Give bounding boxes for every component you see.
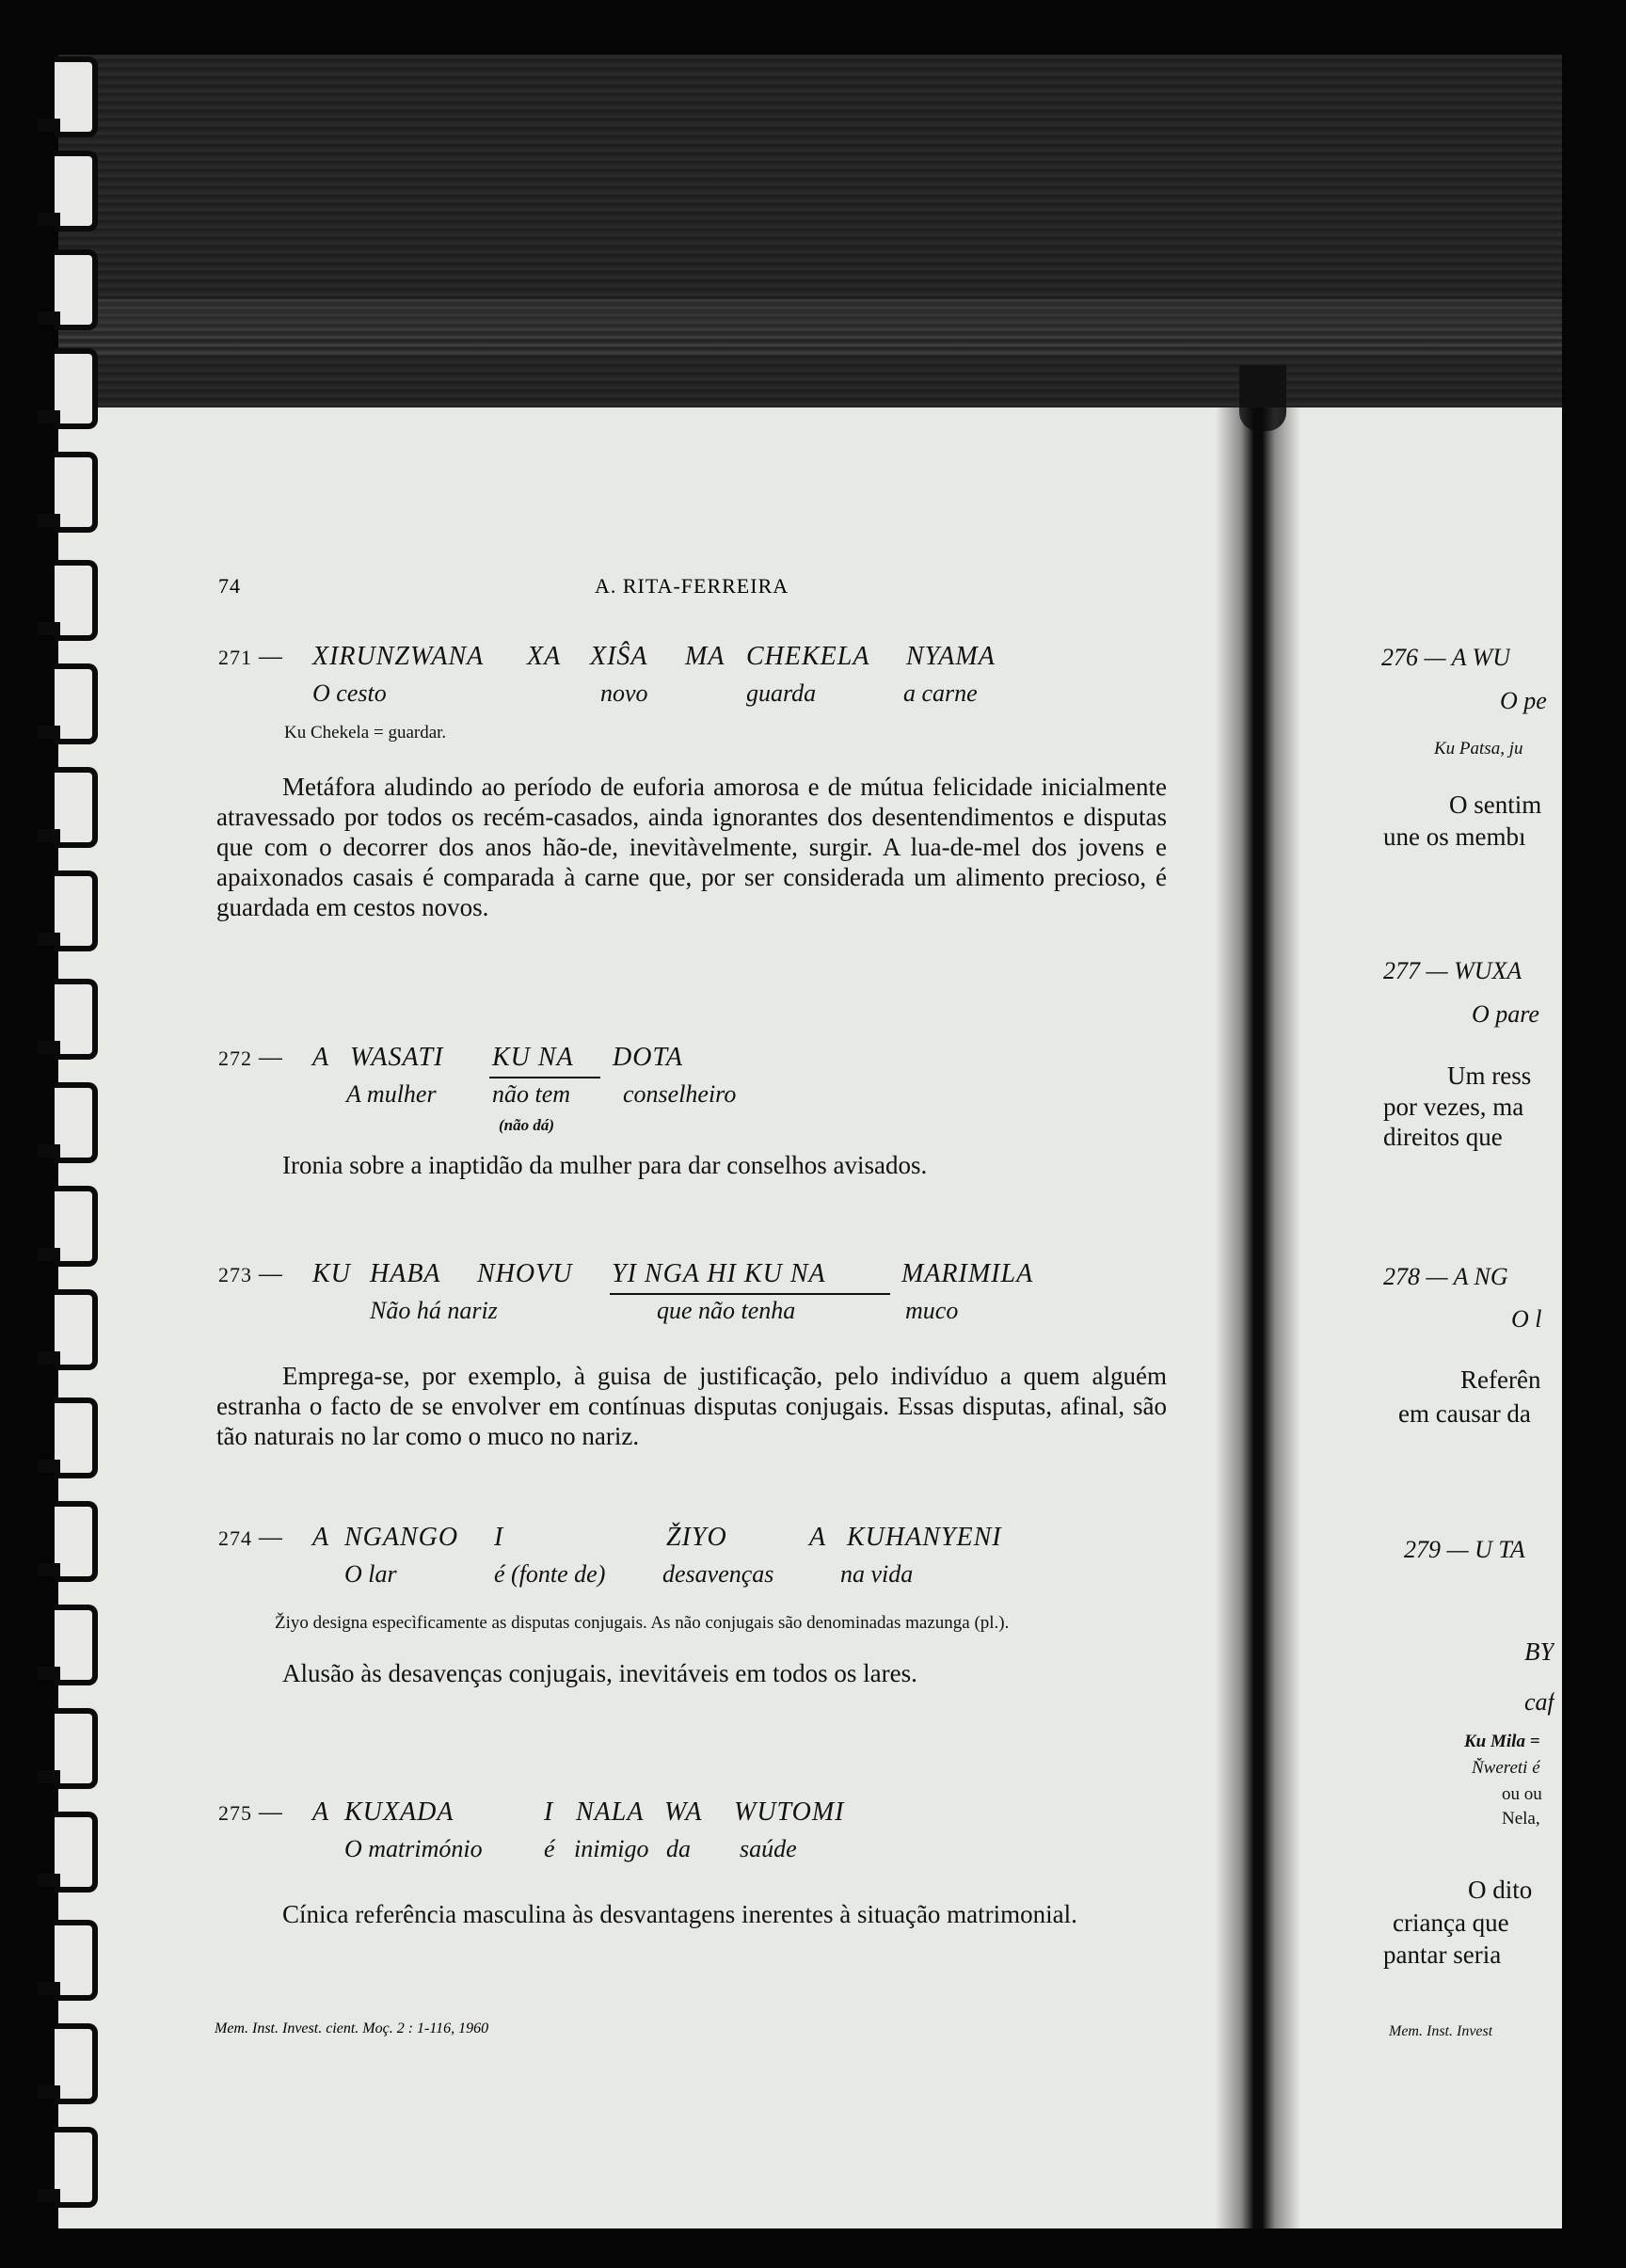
- gloss-word: O matrimónio: [344, 1835, 483, 1862]
- binding-ring: [55, 151, 98, 232]
- title-word: CHEKELA: [746, 642, 870, 671]
- title-word: I: [544, 1797, 554, 1827]
- title-word: XIRUNZWANA: [312, 642, 485, 671]
- gloss-word: desavenças: [662, 1560, 774, 1588]
- proverb-note: Ku Chekela = guardar.: [284, 723, 447, 743]
- title-word: YI NGA HI KU NA: [612, 1259, 826, 1288]
- proverb-explanation: Emprega-se, por exemplo, à guisa de justificação, pelo indivíduo a quem alguém estranha o facto de se envolver em contínuas disputas conjugais. Essas disputas, afinal, são tão naturais no lar como o muco no nariz.: [216, 1362, 1167, 1450]
- binding-ring: [55, 1605, 98, 1685]
- fragment: caf: [1524, 1688, 1554, 1716]
- fragment: em causar da: [1398, 1399, 1531, 1428]
- title-underline: [489, 1077, 600, 1078]
- gloss-word: guarda: [746, 679, 817, 707]
- proverb-title: 271 — XIRUNZWANA XA XIŜA MA CHEKELA NYAMA: [218, 642, 996, 671]
- spiral-binding: [38, 38, 96, 2240]
- binding-ring: [55, 56, 98, 137]
- gloss-word: é (fonte de): [494, 1560, 606, 1588]
- title-word: WASATI: [350, 1043, 444, 1072]
- fragment: 276 — A WU: [1381, 644, 1510, 671]
- gloss-word: inimigo: [574, 1835, 649, 1862]
- binding-ring: [55, 767, 98, 848]
- fragment: Ňwereti é: [1472, 1758, 1540, 1778]
- proverb-number: 271: [218, 646, 252, 669]
- running-head-author: A. RITA-FERREIRA: [595, 574, 789, 598]
- gloss-word: que não tenha: [657, 1297, 796, 1324]
- fragment: Referên: [1460, 1366, 1541, 1394]
- gloss-word: da: [666, 1835, 691, 1862]
- title-word: DOTA: [613, 1043, 684, 1072]
- proverb-title: 274 — A NGANGO I ŽIYO A KUHANYENI: [218, 1523, 1002, 1552]
- proverb-entry-275: [216, 1797, 1167, 1929]
- proverb-number: 272: [218, 1046, 252, 1070]
- binding-ring: [55, 663, 98, 744]
- fragment: 279 — U TA: [1404, 1536, 1525, 1563]
- book-gutter: [1216, 407, 1300, 2228]
- binding-ring: [55, 1708, 98, 1789]
- binding-ring: [55, 1812, 98, 1893]
- title-word: WUTOMI: [734, 1797, 845, 1827]
- proverb-entry-272: [216, 1043, 1167, 1180]
- binding-ring: [55, 979, 98, 1060]
- gloss-word: muco: [905, 1297, 959, 1324]
- fragment: 277 — WUXA: [1383, 957, 1522, 984]
- proverb-explanation: Alusão às desavenças conjugais, inevitáveis em todos os lares.: [282, 1659, 917, 1687]
- gloss-word: O lar: [344, 1560, 397, 1588]
- fragment: Mem. Inst. Invest: [1389, 2023, 1493, 2039]
- proverb-entry-274: [216, 1523, 1169, 1688]
- gloss-word: novo: [600, 679, 648, 707]
- fragment: BY: [1524, 1637, 1554, 1666]
- binding-ring: [55, 1398, 98, 1478]
- gloss-word: saúde: [740, 1835, 797, 1862]
- binding-ring: [55, 2127, 98, 2208]
- title-word: KUXADA: [344, 1797, 454, 1827]
- fragment: O pe: [1500, 687, 1547, 714]
- gloss-word: a carne: [903, 679, 978, 707]
- proverb-gloss: [216, 1560, 1169, 1596]
- binding-ring: [55, 1501, 98, 1582]
- title-word: A: [312, 1797, 330, 1827]
- proverb-gloss: [216, 1080, 1167, 1116]
- binding-ring: [55, 2023, 98, 2104]
- fragment: O pare: [1472, 1000, 1539, 1028]
- title-word: NHOVU: [477, 1259, 573, 1288]
- title-word: NYAMA: [906, 642, 996, 671]
- title-word: WA: [664, 1797, 703, 1827]
- proverb-entry-273: [216, 1259, 1167, 1451]
- fragment: direitos que: [1383, 1123, 1503, 1151]
- page-footer: Mem. Inst. Invest. cient. Moç. 2 : 1-116, 1960: [215, 2020, 489, 2036]
- title-word: HABA: [370, 1259, 441, 1288]
- fragment: Ku Mila =: [1464, 1732, 1540, 1751]
- page-number: 74: [218, 574, 241, 598]
- gloss-word: Não há nariz: [370, 1297, 498, 1324]
- binding-ring: [55, 1186, 98, 1267]
- binding-ring: [55, 870, 98, 951]
- gloss-word: conselheiro: [623, 1080, 737, 1108]
- binding-ring: [55, 560, 98, 641]
- proverb-note: Žiyo designa especìficamente as disputas conjugais. As não conjugais são denominadas mazunga (pl.).: [275, 1613, 1010, 1633]
- fragment: por vezes, ma: [1383, 1093, 1524, 1121]
- gloss-word: O cesto: [312, 679, 387, 707]
- gloss-word: não tem: [492, 1080, 571, 1108]
- binding-ring: [55, 249, 98, 330]
- gloss-word: A mulher: [346, 1080, 437, 1108]
- title-word: I: [494, 1523, 504, 1552]
- proverb-explanation: Cínica referência masculina às desvantagens inerentes à situação matrimonial.: [282, 1900, 1077, 1928]
- dark-scan-band: [58, 55, 1562, 407]
- proverb-explanation: Metáfora aludindo ao período de euforia amorosa e de mútua felicidade inicialmente atravessado por todos os recém-casados, ainda ignorantes dos desentendimentos e disputas que com o decorrer dos anos hão-de, inevitàvelmente, surgir. A lua-de-mel dos jovens e apaixonados casais é comparada à carne que, por ser considerada um alimento precioso, é guardada em cestos novos.: [216, 773, 1167, 921]
- proverb-number: 275: [218, 1801, 252, 1825]
- fragment: O l: [1511, 1305, 1542, 1333]
- fragment: criança que: [1393, 1909, 1509, 1937]
- fragment: O sentim: [1449, 791, 1542, 819]
- fragment: O dito: [1468, 1876, 1533, 1904]
- title-word: A: [312, 1043, 330, 1072]
- fragment: pantar seria: [1383, 1941, 1502, 1969]
- fragment: Nela,: [1502, 1809, 1540, 1829]
- fragment: ou ou: [1502, 1784, 1542, 1804]
- proverb-entry-271: [216, 642, 1167, 922]
- binding-ring: [55, 1082, 98, 1163]
- title-word: KU: [312, 1259, 351, 1288]
- proverb-gloss: [216, 1835, 1167, 1871]
- fragment: une os membı: [1383, 823, 1526, 851]
- proverb-title: 275 — A KUXADA I NALA WA WUTOMI: [218, 1797, 845, 1827]
- gloss-word: é: [544, 1835, 555, 1862]
- title-word: XIŜA: [590, 642, 648, 671]
- fragment: Ku Patsa, ju: [1434, 739, 1523, 759]
- title-word: NGANGO: [344, 1523, 459, 1552]
- proverb-gloss: [216, 1297, 1167, 1333]
- title-word: ŽIYO: [666, 1523, 727, 1552]
- title-underline: [610, 1293, 890, 1295]
- binding-ring: [55, 1289, 98, 1370]
- title-word: A: [809, 1523, 827, 1552]
- proverb-explanation: Ironia sobre a inaptidão da mulher para dar conselhos avisados.: [282, 1151, 928, 1179]
- title-word: XA: [527, 642, 562, 671]
- title-word: NALA: [576, 1797, 645, 1827]
- gloss-subnote: (não dá): [499, 1116, 555, 1134]
- facing-page-fragments: [1381, 0, 1560, 2268]
- title-word: MA: [685, 642, 725, 671]
- proverb-title: 272 — A WASATI KU NA DOTA: [218, 1043, 684, 1072]
- proverb-title: 273 — KU HABA NHOVU YI NGA HI KU NA MARIMILA: [218, 1259, 1034, 1288]
- title-word: KU NA: [492, 1043, 574, 1072]
- proverb-number: 273: [218, 1263, 252, 1286]
- binding-ring: [55, 1920, 98, 2001]
- title-word: KUHANYENI: [847, 1523, 1002, 1552]
- proverb-gloss: [216, 679, 1167, 715]
- binding-ring: [55, 348, 98, 429]
- title-word: A: [312, 1523, 330, 1552]
- binding-ring: [55, 452, 98, 533]
- fragment: 278 — A NG: [1383, 1263, 1508, 1290]
- fragment: Um ress: [1447, 1062, 1532, 1090]
- gloss-word: na vida: [840, 1560, 914, 1588]
- proverb-number: 274: [218, 1526, 252, 1550]
- title-word: MARIMILA: [901, 1259, 1034, 1288]
